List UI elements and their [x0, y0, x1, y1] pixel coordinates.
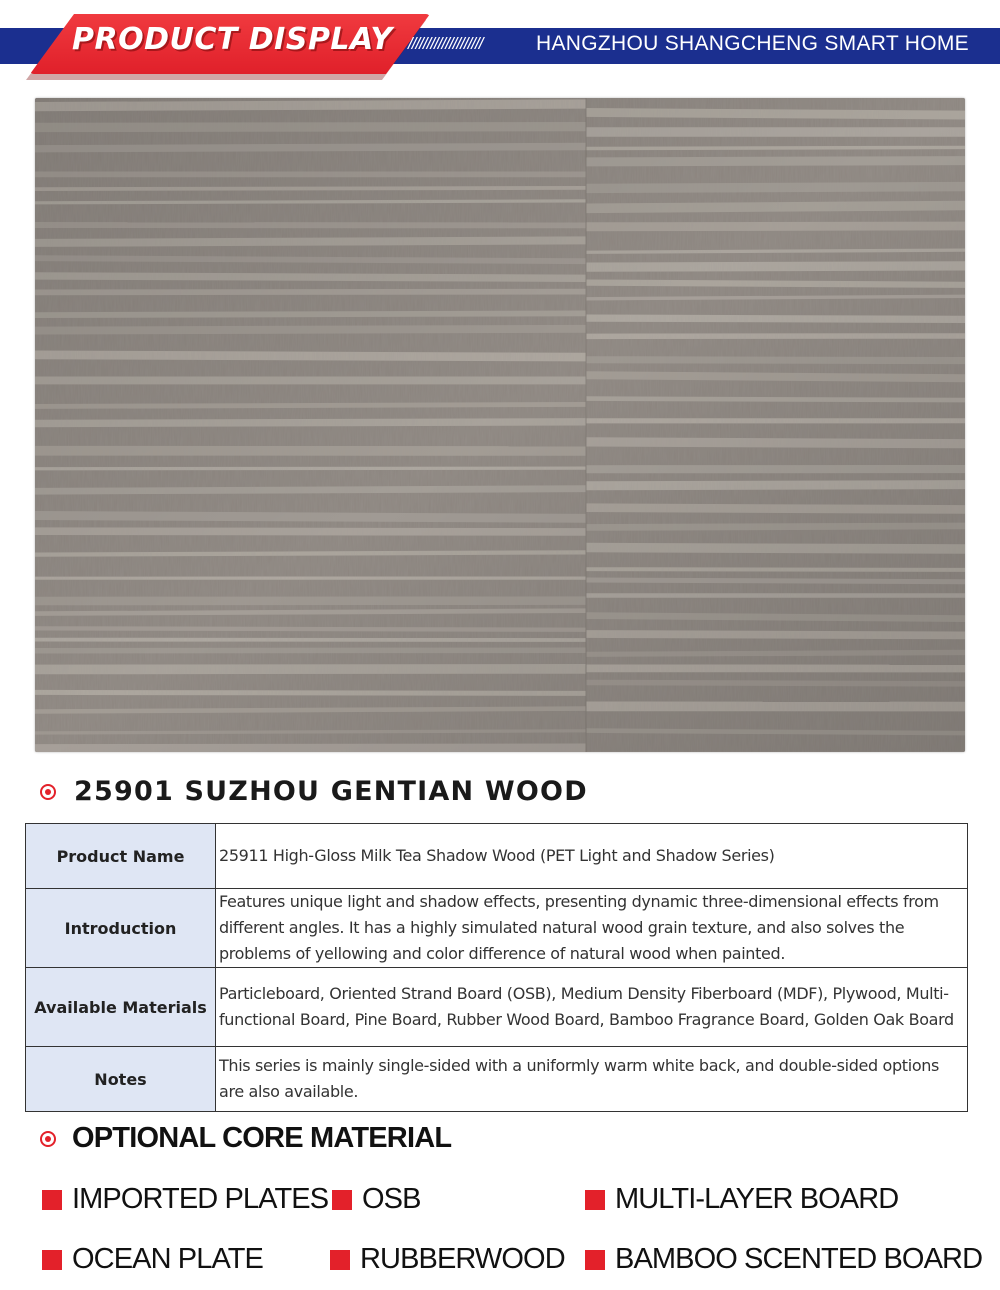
table-row [26, 824, 968, 889]
red-square-icon [42, 1190, 62, 1210]
red-square-icon [585, 1250, 605, 1270]
core-material-label: IMPORTED PLATES [72, 1183, 329, 1215]
list-item [330, 1243, 565, 1276]
spec-label: Introduction [26, 889, 216, 968]
product-heading-text: 25901 SUZHOU GENTIAN WOOD [74, 776, 588, 807]
red-target-dot-icon [40, 1131, 56, 1147]
product-heading [40, 776, 588, 807]
list-item [42, 1243, 263, 1276]
list-item [585, 1243, 982, 1276]
list-item [42, 1183, 328, 1216]
core-material-label: OSB [362, 1183, 421, 1215]
list-item [585, 1183, 898, 1216]
wood-grain-texture [35, 98, 965, 752]
spec-table [25, 823, 968, 1112]
table-row [26, 968, 968, 1047]
red-square-icon [332, 1190, 352, 1210]
core-material-label: RUBBERWOOD [360, 1243, 565, 1275]
table-row [26, 1047, 968, 1112]
spec-label: Available Materials [26, 968, 216, 1047]
core-material-label: BAMBOO SCENTED BOARD [615, 1243, 983, 1275]
page-title: PRODUCT DISPLAY [72, 22, 393, 57]
page-header [0, 0, 1000, 80]
header-slash-decoration: //////////////////// [408, 34, 483, 53]
spec-label: Product Name [26, 824, 216, 889]
red-square-icon [42, 1250, 62, 1270]
red-square-icon [330, 1250, 350, 1270]
core-material-label: OCEAN PLATE [72, 1243, 264, 1275]
spec-value: Particleboard, Oriented Strand Board (OSB), Medium Density Fiberboard (MDF), Plywood, Multi-functional Board, Pine Board, Rubber Wood Board, Bamboo Fragrance Board, Golden Oak Board [216, 968, 968, 1047]
spec-value: This series is mainly single-sided with a uniformly warm white back, and double-sided options are also available. [216, 1047, 968, 1112]
spec-value: Features unique light and shadow effects, presenting dynamic three-dimensional effects from different angles. It has a highly simulated natural wood grain texture, and also solves the problems of yellowing and color difference of natural wood when painted. [216, 889, 968, 968]
core-material-heading-text: OPTIONAL CORE MATERIAL [72, 1122, 452, 1154]
spec-label: Notes [26, 1047, 216, 1112]
table-row [26, 889, 968, 968]
core-material-heading [40, 1122, 451, 1155]
company-name: HANGZHOU SHANGCHENG SMART HOME [536, 32, 969, 55]
red-square-icon [585, 1190, 605, 1210]
product-photo [35, 98, 965, 752]
core-material-label: MULTI-LAYER BOARD [615, 1183, 899, 1215]
list-item [332, 1183, 421, 1216]
spec-value: 25911 High-Gloss Milk Tea Shadow Wood (PET Light and Shadow Series) [216, 824, 968, 889]
red-target-dot-icon [40, 784, 56, 800]
